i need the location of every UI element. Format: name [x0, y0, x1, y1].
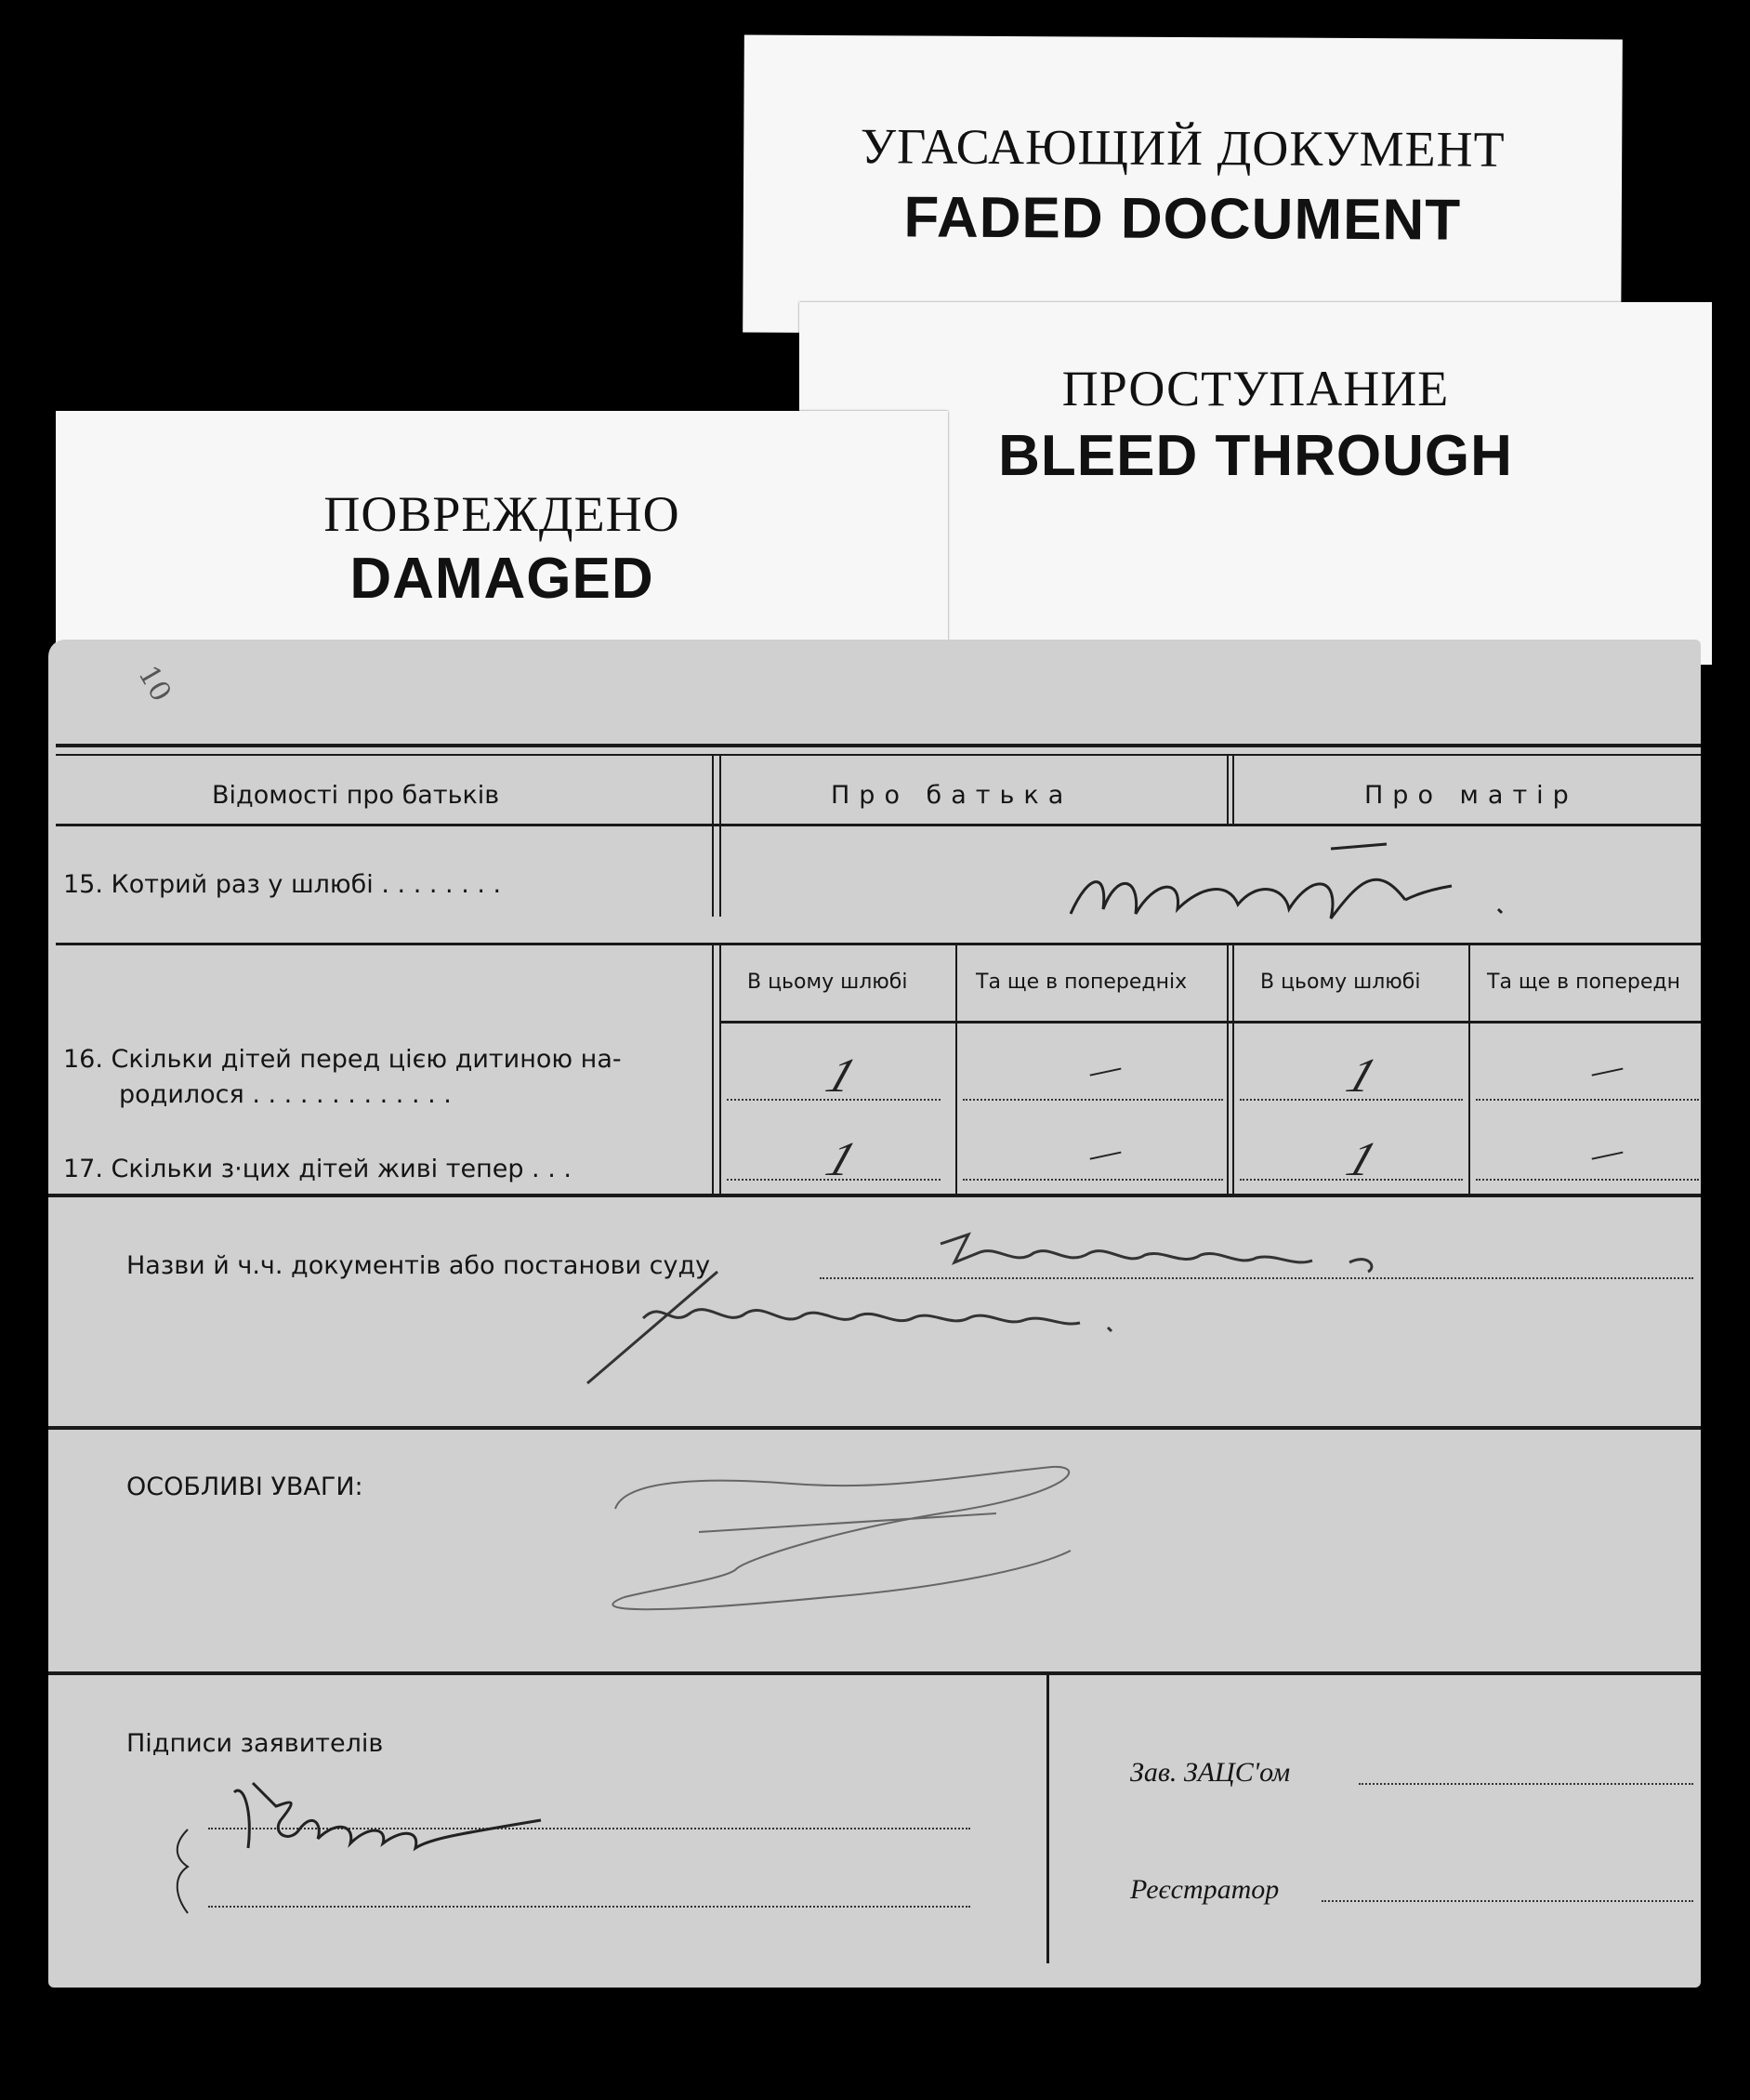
signature-line-2	[208, 1906, 970, 1908]
registrar-label: Реєстратор	[1130, 1874, 1280, 1905]
sub-col-line-2	[955, 943, 957, 1195]
q17-dots-4	[1476, 1179, 1699, 1181]
head-of-registry-line	[1359, 1783, 1693, 1785]
sub-col-line-3b	[1232, 943, 1234, 1195]
margin-mark: 10	[131, 660, 178, 707]
documents-bottom-rule	[48, 1426, 1701, 1430]
q16-value-1: 1	[819, 1050, 863, 1103]
documents-dots-line1	[820, 1277, 1693, 1279]
q15-handwriting	[1052, 835, 1572, 946]
bleed-through-label-en: BLEED THROUGH	[998, 424, 1513, 488]
header-bottom-rule	[56, 824, 1701, 826]
q17-value-2: —	[1086, 1129, 1125, 1176]
bleed-through-label-ru: ПРОСТУПАНИЕ	[1061, 361, 1450, 416]
faded-document-card	[743, 35, 1623, 337]
q15-bottom-rule	[56, 943, 1701, 945]
q17-dots-2	[963, 1179, 1223, 1181]
q16-value-2: —	[1086, 1046, 1125, 1092]
q16-dots-2	[963, 1099, 1223, 1101]
q17-bottom-rule	[48, 1194, 1701, 1197]
notes-bottom-rule	[48, 1671, 1701, 1675]
q17-value-4: —	[1587, 1129, 1626, 1176]
col-divider-1a	[712, 756, 714, 917]
header-about-mother: Про матір	[1364, 781, 1578, 810]
header-second-rule	[56, 754, 1701, 756]
applicant-signature-text: Кошц	[346, 1950, 349, 1951]
faded-document-label-ru: УГАСАЮЩИЙ ДОКУМЕНТ	[860, 118, 1506, 178]
q16-value-3: 1	[1339, 1050, 1384, 1103]
head-of-registry-label: Зав. ЗАЦС'ом	[1130, 1757, 1291, 1788]
subheader-bottom-rule	[719, 1021, 1701, 1024]
applicant-signature	[160, 1755, 606, 1960]
q15-label: 15. Котрий раз у шлюбі . . . . . . . .	[63, 870, 502, 899]
subheader-father-previous: Та ще в попередніх	[976, 971, 1188, 994]
q17-label: 17. Скільки з·цих дітей живі тепер . . .	[63, 1155, 572, 1183]
signature-line-1	[208, 1828, 970, 1829]
form-sheet	[48, 640, 1701, 1988]
sub-col-line-1b	[719, 943, 721, 1195]
notes-z-mark	[550, 1458, 1164, 1616]
subheader-mother-this-marriage: В цьому шлюбі	[1260, 971, 1421, 994]
q17-value-1: 1	[819, 1133, 863, 1186]
notes-label: ОСОБЛИВІ УВАГИ:	[126, 1473, 363, 1501]
damaged-label-ru: ПОВРЕЖДЕНО	[323, 486, 680, 542]
documents-label: Назви й ч.ч. документів або постанови суду	[126, 1251, 711, 1280]
q16-label-line2: родилося . . . . . . . . . . . . .	[119, 1080, 452, 1109]
q16-dots-4	[1476, 1099, 1699, 1101]
subheader-mother-previous: Та ще в попередн	[1487, 971, 1680, 994]
faded-document-label-en: FADED DOCUMENT	[903, 185, 1462, 253]
sub-col-line-3a	[1227, 943, 1229, 1195]
documents-answer-line2	[643, 1309, 822, 1338]
subheader-father-this-marriage: В цьому шлюбі	[747, 971, 908, 994]
q17-value-3: 1	[1339, 1133, 1384, 1186]
header-top-rule	[56, 744, 1701, 747]
sub-col-line-4	[1468, 943, 1470, 1195]
signatures-label: Підписи заявителів	[126, 1729, 384, 1758]
registrar-line	[1322, 1900, 1693, 1902]
q16-value-4: —	[1587, 1046, 1626, 1092]
documents-answer-line1	[941, 1235, 1105, 1263]
col-divider-1b	[719, 756, 721, 917]
col-divider-2b	[1232, 756, 1234, 825]
header-about-father: Про батька	[831, 781, 1073, 810]
header-parents-info: Відомості про батьків	[212, 781, 500, 810]
damaged-label-en: DAMAGED	[349, 547, 654, 611]
q15-answer-text: перший	[1238, 937, 1242, 938]
signature-divider	[1046, 1675, 1049, 1963]
sub-col-line-1a	[712, 943, 714, 1195]
col-divider-2a	[1227, 756, 1229, 825]
q16-label-line1: 16. Скільки дітей перед цією дитиною на-	[63, 1045, 622, 1074]
